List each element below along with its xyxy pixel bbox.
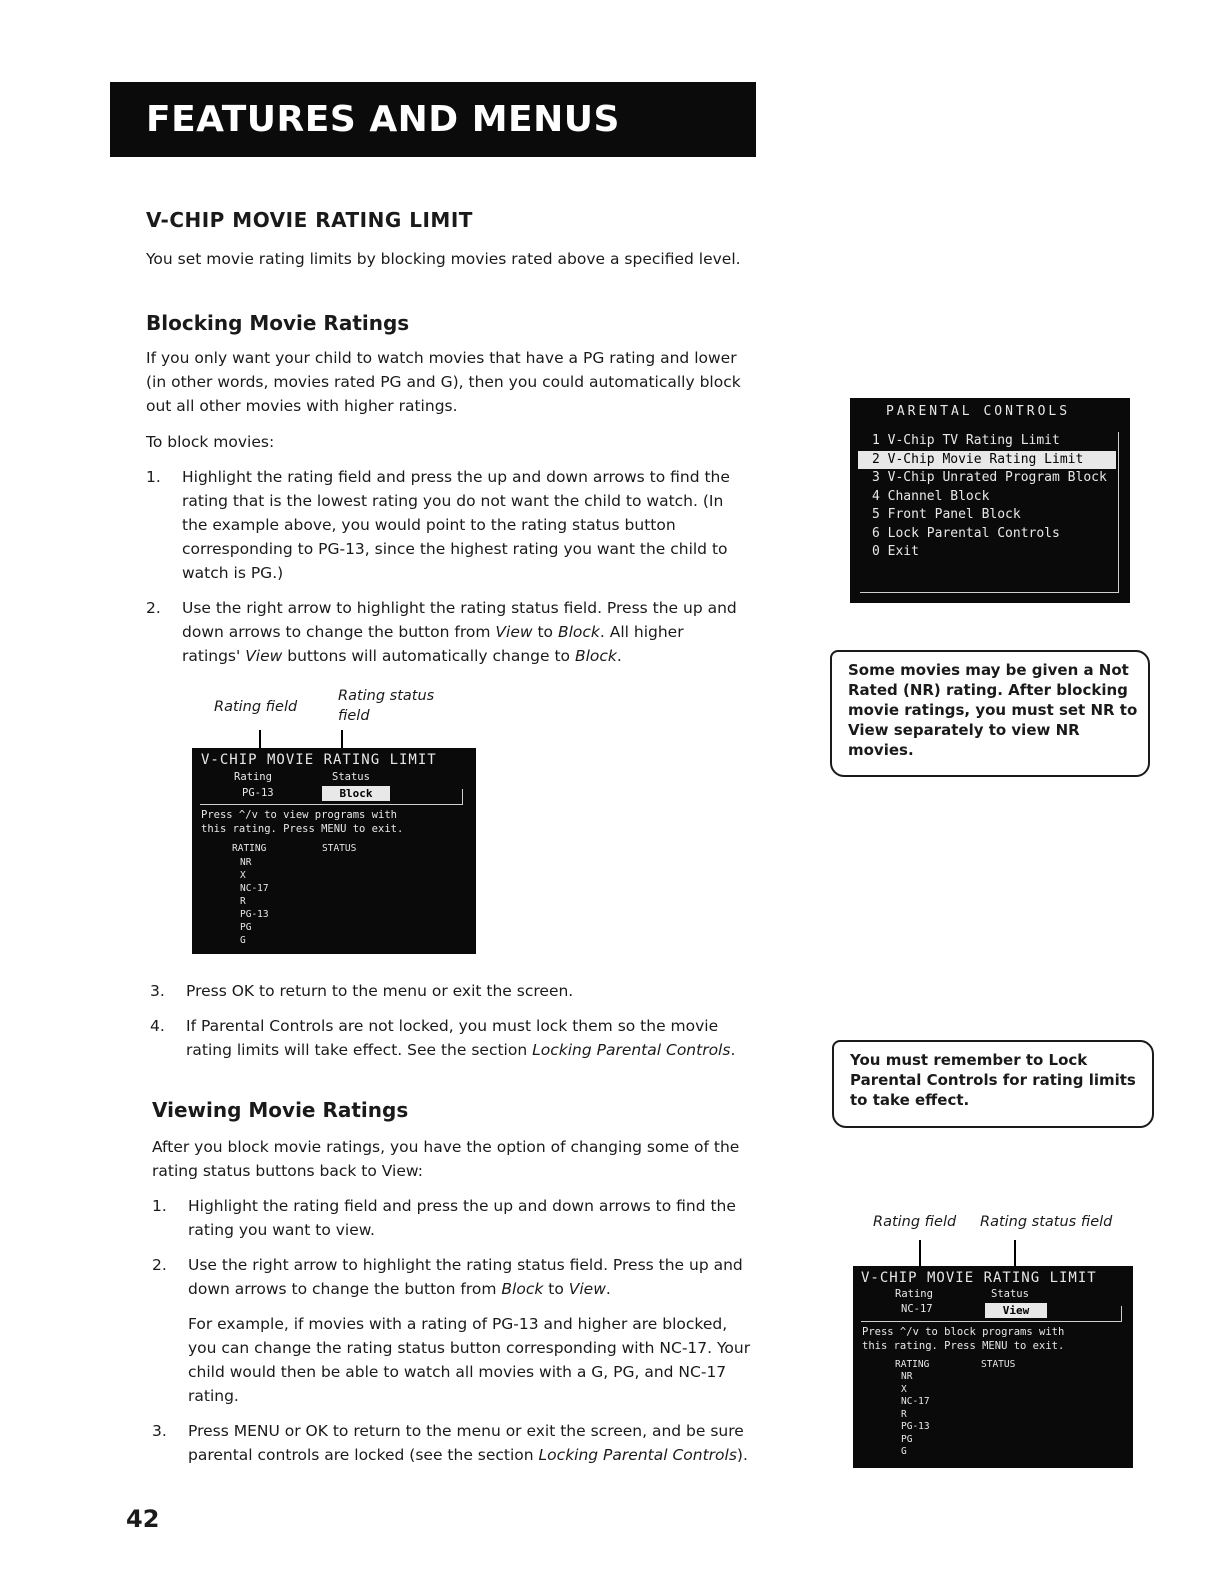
step-line: Use the right arrow to highlight the rating status field. Press the up and bbox=[182, 599, 737, 617]
list-header-rating: RATING bbox=[895, 1359, 930, 1370]
blocking-step-4 bbox=[150, 1014, 810, 1062]
step-line: parental controls are locked (see the section Locking Parental Controls). bbox=[188, 1446, 748, 1464]
section-intro: You set movie rating limits by blocking movies rated above a specified level. bbox=[146, 250, 741, 268]
help-line: Press ^/v to block programs with bbox=[862, 1326, 1065, 1338]
blocking-step-2 bbox=[146, 596, 806, 668]
rating-field[interactable]: PG-13 bbox=[242, 787, 274, 799]
blocking-step-1 bbox=[146, 465, 806, 585]
rating-item: PG-13 bbox=[901, 1421, 930, 1432]
help-line: this rating. Press MENU to exit. bbox=[201, 823, 404, 835]
paragraph-line: (in other words, movies rated PG and G), then you could automatically block bbox=[146, 373, 741, 391]
caption-line: field bbox=[338, 708, 370, 724]
list-header-status: STATUS bbox=[981, 1359, 1016, 1370]
parental-controls-screen bbox=[850, 398, 1130, 603]
step-line: watch is PG.) bbox=[182, 564, 284, 582]
screen1-caption-status-field bbox=[338, 686, 434, 726]
status-field-pointer bbox=[1014, 1240, 1016, 1266]
rating-field-pointer bbox=[919, 1240, 921, 1266]
section-title: V-CHIP MOVIE RATING LIMIT bbox=[146, 208, 473, 232]
rating-list bbox=[240, 856, 269, 947]
rating-status-button[interactable]: View bbox=[985, 1303, 1047, 1318]
rating-field[interactable]: NC-17 bbox=[901, 1303, 933, 1315]
menu-item-movie-rating[interactable]: 2 V-Chip Movie Rating Limit bbox=[858, 451, 1116, 470]
step-line: ratings' View buttons will automatically change to Block. bbox=[182, 647, 622, 665]
menu-item-front-panel-block[interactable]: 5 Front Panel Block bbox=[872, 507, 1021, 522]
viewing-step-2 bbox=[152, 1253, 812, 1301]
note-not-rated: Some movies may be given a Not Rated (NR) rating. After blocking movie ratings, you must set NR to View separately to view NR movies. bbox=[830, 650, 1150, 777]
page-banner: FEATURES AND MENUS bbox=[110, 82, 756, 157]
step-line: rating limits will take effect. See the section Locking Parental Controls. bbox=[186, 1041, 736, 1059]
parental-menu-list bbox=[858, 432, 1116, 562]
caption-line: Rating status bbox=[338, 688, 435, 704]
rating-status-button[interactable]: Block bbox=[322, 786, 390, 801]
rating-item: X bbox=[240, 870, 246, 881]
viewing-example bbox=[188, 1312, 818, 1408]
rating-column-label: Rating bbox=[234, 771, 272, 783]
step-line: Highlight the rating field and press the up and down arrows to find the bbox=[182, 468, 730, 486]
screen2-caption-rating-field: Rating field bbox=[873, 1214, 957, 1230]
step-line: Use the right arrow to highlight the rating status field. Press the up and bbox=[188, 1256, 743, 1274]
rating-item: PG bbox=[901, 1433, 913, 1445]
rating-list bbox=[901, 1371, 930, 1459]
step-line: corresponding to PG-13, since the highest rating you want the child to bbox=[182, 540, 728, 558]
menu-item-channel-block[interactable]: 4 Channel Block bbox=[872, 488, 990, 504]
step-line: Press OK to return to the menu or exit the screen. bbox=[186, 982, 574, 1000]
rating-item: R bbox=[901, 1408, 907, 1420]
menu-title: PARENTAL CONTROLS bbox=[886, 404, 1071, 419]
viewing-step-3 bbox=[152, 1419, 812, 1467]
menu-item-lock-controls[interactable]: 6 Lock Parental Controls bbox=[872, 525, 1060, 541]
paragraph-line: If you only want your child to watch movies that have a PG rating and lower bbox=[146, 349, 737, 367]
step-line: If Parental Controls are not locked, you must lock them so the movie bbox=[186, 1017, 719, 1035]
screen1-caption-rating-field: Rating field bbox=[214, 699, 298, 715]
step-number: 3. bbox=[152, 1422, 167, 1440]
divider bbox=[861, 1321, 1122, 1322]
frame-edge bbox=[1121, 1306, 1122, 1321]
divider bbox=[200, 804, 463, 805]
rating-item: NR bbox=[901, 1371, 913, 1382]
list-header-rating: RATING bbox=[232, 843, 267, 854]
example-line: rating. bbox=[188, 1387, 239, 1405]
step-line: rating you want to view. bbox=[188, 1221, 375, 1239]
step-number: 1. bbox=[146, 468, 161, 486]
screen-title: V-CHIP MOVIE RATING LIMIT bbox=[861, 1270, 1097, 1286]
blocking-step-3 bbox=[150, 979, 810, 1003]
status-column-label: Status bbox=[991, 1288, 1029, 1300]
list-header-status: STATUS bbox=[322, 843, 357, 854]
rating-field-pointer bbox=[259, 730, 261, 748]
step-line: the example above, you would point to the rating status button bbox=[182, 516, 676, 534]
blocking-heading: Blocking Movie Ratings bbox=[146, 311, 410, 335]
frame-edge bbox=[1118, 432, 1119, 592]
step-line: rating that is the lowest rating you do not want the child to watch. (In bbox=[182, 492, 724, 510]
rating-item: PG-13 bbox=[240, 909, 269, 920]
viewing-step-1 bbox=[152, 1194, 812, 1242]
rating-item: PG bbox=[240, 922, 252, 933]
viewing-paragraph bbox=[152, 1135, 739, 1183]
blocking-paragraph bbox=[146, 346, 741, 418]
status-field-pointer bbox=[341, 730, 343, 748]
rating-item: NC-17 bbox=[901, 1396, 930, 1407]
rating-item: NC-17 bbox=[240, 883, 269, 894]
example-line: child would then be able to watch all movies with a G, PG, and NC-17 bbox=[188, 1363, 727, 1381]
menu-item-tv-rating[interactable]: 1 V-Chip TV Rating Limit bbox=[872, 433, 1060, 448]
help-line: Press ^/v to view programs with bbox=[201, 809, 397, 821]
menu-item-unrated-block[interactable]: 3 V-Chip Unrated Program Block bbox=[872, 470, 1107, 485]
paragraph-line: out all other movies with higher ratings. bbox=[146, 397, 458, 415]
paragraph-line: rating status buttons back to View: bbox=[152, 1162, 423, 1180]
screen2-caption-status-field: Rating status field bbox=[980, 1214, 1113, 1230]
status-column-label: Status bbox=[332, 771, 370, 783]
step-line: down arrows to change the button from Block to View. bbox=[188, 1280, 611, 1298]
step-number: 3. bbox=[150, 982, 165, 1000]
note-lock-controls: You must remember to Lock Parental Controls for rating limits to take effect. bbox=[832, 1040, 1154, 1128]
rating-item: G bbox=[240, 935, 246, 946]
frame-edge bbox=[462, 789, 463, 804]
page-number: 42 bbox=[126, 1505, 160, 1533]
rating-item: G bbox=[901, 1446, 907, 1457]
frame-edge bbox=[860, 592, 1119, 593]
example-line: you can change the rating status button corresponding with NC-17. Your bbox=[188, 1339, 751, 1357]
help-line: this rating. Press MENU to exit. bbox=[862, 1340, 1065, 1352]
to-block-label: To block movies: bbox=[146, 433, 275, 451]
step-line: Highlight the rating field and press the up and down arrows to find the bbox=[188, 1197, 736, 1215]
step-number: 4. bbox=[150, 1017, 165, 1035]
step-number: 2. bbox=[146, 599, 161, 617]
vchip-movie-screen-view bbox=[853, 1266, 1133, 1468]
rating-item: R bbox=[240, 896, 246, 907]
vchip-movie-screen-block bbox=[192, 748, 476, 954]
rating-column-label: Rating bbox=[895, 1288, 933, 1300]
paragraph-line: After you block movie ratings, you have the option of changing some of the bbox=[152, 1138, 740, 1156]
viewing-heading: Viewing Movie Ratings bbox=[152, 1098, 409, 1122]
screen-title: V-CHIP MOVIE RATING LIMIT bbox=[201, 752, 437, 768]
step-line: Press MENU or OK to return to the menu or exit the screen, and be sure bbox=[188, 1422, 744, 1440]
menu-item-exit[interactable]: 0 Exit bbox=[872, 544, 919, 559]
step-number: 1. bbox=[152, 1197, 167, 1215]
example-line: For example, if movies with a rating of PG-13 and higher are blocked, bbox=[188, 1315, 728, 1333]
step-number: 2. bbox=[152, 1256, 167, 1274]
step-line: down arrows to change the button from View to Block. All higher bbox=[182, 623, 684, 641]
rating-item: NR bbox=[240, 857, 252, 868]
rating-item: X bbox=[901, 1383, 907, 1395]
